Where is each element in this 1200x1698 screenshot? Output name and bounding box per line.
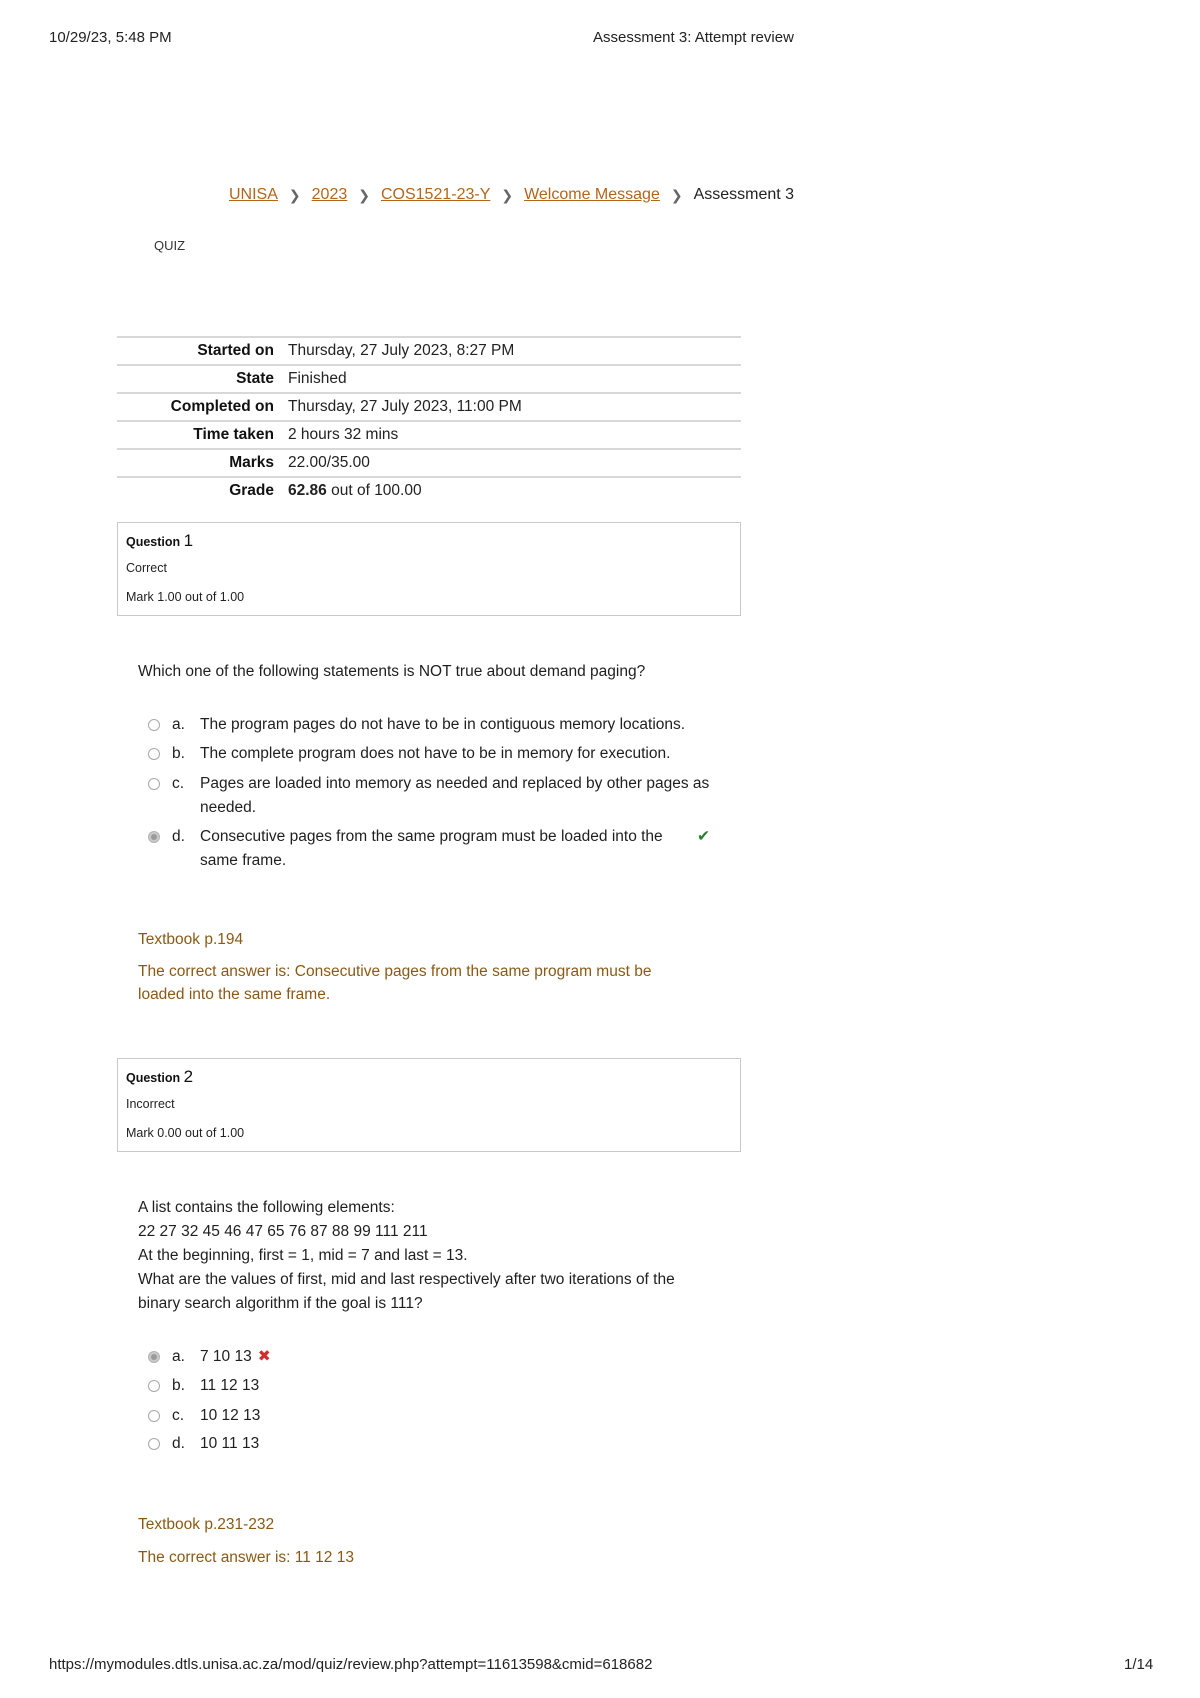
- breadcrumb-link-year[interactable]: 2023: [311, 186, 348, 203]
- chevron-right-icon: ❯: [501, 186, 514, 203]
- question-title: Question 2: [126, 1067, 194, 1086]
- option-text: 10 12 13: [200, 1407, 261, 1424]
- option-letter: c.: [172, 1407, 185, 1424]
- summary-value: Finished: [288, 370, 347, 387]
- option-text: 10 11 13: [200, 1435, 260, 1452]
- radio-button[interactable]: [148, 719, 160, 731]
- print-page-number: 1/14: [1124, 1656, 1154, 1673]
- option-letter: c.: [172, 775, 185, 792]
- summary-label: Time taken: [193, 426, 274, 443]
- radio-button[interactable]: [148, 1438, 160, 1450]
- option-text: The complete program does not have to be in memory for execution.: [200, 745, 671, 762]
- summary-row-completed: [117, 393, 741, 421]
- summary-value: 2 hours 32 mins: [288, 426, 399, 443]
- option-letter: a.: [172, 716, 185, 733]
- summary-value: [282, 477, 741, 504]
- radio-button-selected[interactable]: [148, 1351, 160, 1363]
- question-text-line: At the beginning, first = 1, mid = 7 and last = 13.: [138, 1247, 468, 1264]
- chevron-right-icon: ❯: [358, 186, 370, 203]
- attempt-summary-table: [117, 336, 741, 504]
- breadcrumb-link-course[interactable]: COS1521-23-Y: [380, 186, 491, 203]
- option-text: 7 10 13 ✖: [200, 1348, 271, 1365]
- question-state: Correct: [126, 561, 167, 575]
- option-text: 11 12 13: [200, 1377, 260, 1394]
- breadcrumb-link-welcome[interactable]: Welcome Message: [524, 186, 660, 203]
- summary-row-grade: [117, 477, 741, 504]
- question-state: Incorrect: [126, 1097, 175, 1111]
- check-icon: ✔: [697, 828, 710, 845]
- summary-row-time: [117, 421, 741, 449]
- print-datetime: 10/29/23, 5:48 PM: [49, 29, 172, 46]
- breadcrumb-link-unisa[interactable]: UNISA: [229, 186, 278, 203]
- general-feedback: Textbook p.231-232: [138, 1516, 275, 1533]
- option-letter: d.: [172, 828, 185, 845]
- summary-label: Marks: [229, 454, 274, 471]
- chevron-right-icon: ❯: [670, 186, 683, 203]
- option-letter: b.: [172, 745, 185, 762]
- summary-label: Completed on: [170, 398, 274, 415]
- summary-label: Grade: [229, 482, 274, 499]
- correct-answer-feedback: The correct answer is: Consecutive pages from the same program must be loaded into the same frame.: [138, 963, 652, 1003]
- question-info-box: [117, 522, 741, 616]
- grade-out-of: out of 100.00: [326, 482, 422, 499]
- question-text-line: A list contains the following elements:: [138, 1199, 395, 1216]
- radio-button[interactable]: [148, 1380, 160, 1392]
- radio-button[interactable]: [148, 1410, 160, 1422]
- question-number: 2: [183, 1067, 194, 1086]
- summary-label: State: [236, 370, 274, 387]
- grade-score: 62.86: [288, 482, 327, 499]
- print-url: https://mymodules.dtls.unisa.ac.za/mod/quiz/review.php?attempt=11613598&cmid=618682: [49, 1656, 653, 1673]
- option-letter: b.: [172, 1377, 185, 1394]
- summary-value: Thursday, 27 July 2023, 8:27 PM: [288, 342, 515, 359]
- print-title: Assessment 3: Attempt review: [593, 29, 794, 46]
- radio-button-selected[interactable]: [148, 831, 160, 843]
- radio-button[interactable]: [148, 748, 160, 760]
- question-number: 1: [183, 531, 194, 550]
- chevron-right-icon: ❯: [288, 186, 301, 203]
- question-text-line: 22 27 32 45 46 47 65 76 87 88 99 111 211: [138, 1223, 428, 1240]
- section-label: QUIZ: [154, 238, 186, 253]
- breadcrumb: [229, 186, 794, 204]
- summary-row-started: [117, 337, 741, 365]
- cross-icon: ✖: [257, 1348, 271, 1365]
- option-text: Consecutive pages from the same program must be loaded into the same frame.: [200, 828, 663, 869]
- question-mark: Mark 0.00 out of 1.00: [126, 1126, 245, 1140]
- summary-row-marks: [117, 449, 741, 477]
- question-text-line: What are the values of first, mid and last respectively after two iterations of the binary search algorithm if the goal is 111?: [138, 1271, 675, 1312]
- option-text: The program pages do not have to be in contiguous memory locations.: [200, 716, 686, 733]
- summary-value: Thursday, 27 July 2023, 11:00 PM: [288, 398, 522, 415]
- option-letter: d.: [172, 1435, 185, 1452]
- question-mark: Mark 1.00 out of 1.00: [126, 590, 245, 604]
- option-text: Pages are loaded into memory as needed and replaced by other pages as needed.: [200, 775, 710, 816]
- question-title: Question 1: [126, 531, 194, 550]
- correct-answer-feedback: The correct answer is: 11 12 13: [138, 1549, 354, 1566]
- summary-value: 22.00/35.00: [288, 454, 370, 471]
- question-info-box: [117, 1058, 741, 1152]
- radio-button[interactable]: [148, 778, 160, 790]
- general-feedback: Textbook p.194: [138, 931, 244, 948]
- option-letter: a.: [172, 1348, 185, 1365]
- breadcrumb-current: Assessment 3: [693, 186, 795, 203]
- question-text: Which one of the following statements is NOT true about demand paging?: [138, 663, 646, 680]
- summary-label: Started on: [197, 342, 274, 359]
- question-text: [138, 1196, 718, 1316]
- summary-row-state: [117, 365, 741, 393]
